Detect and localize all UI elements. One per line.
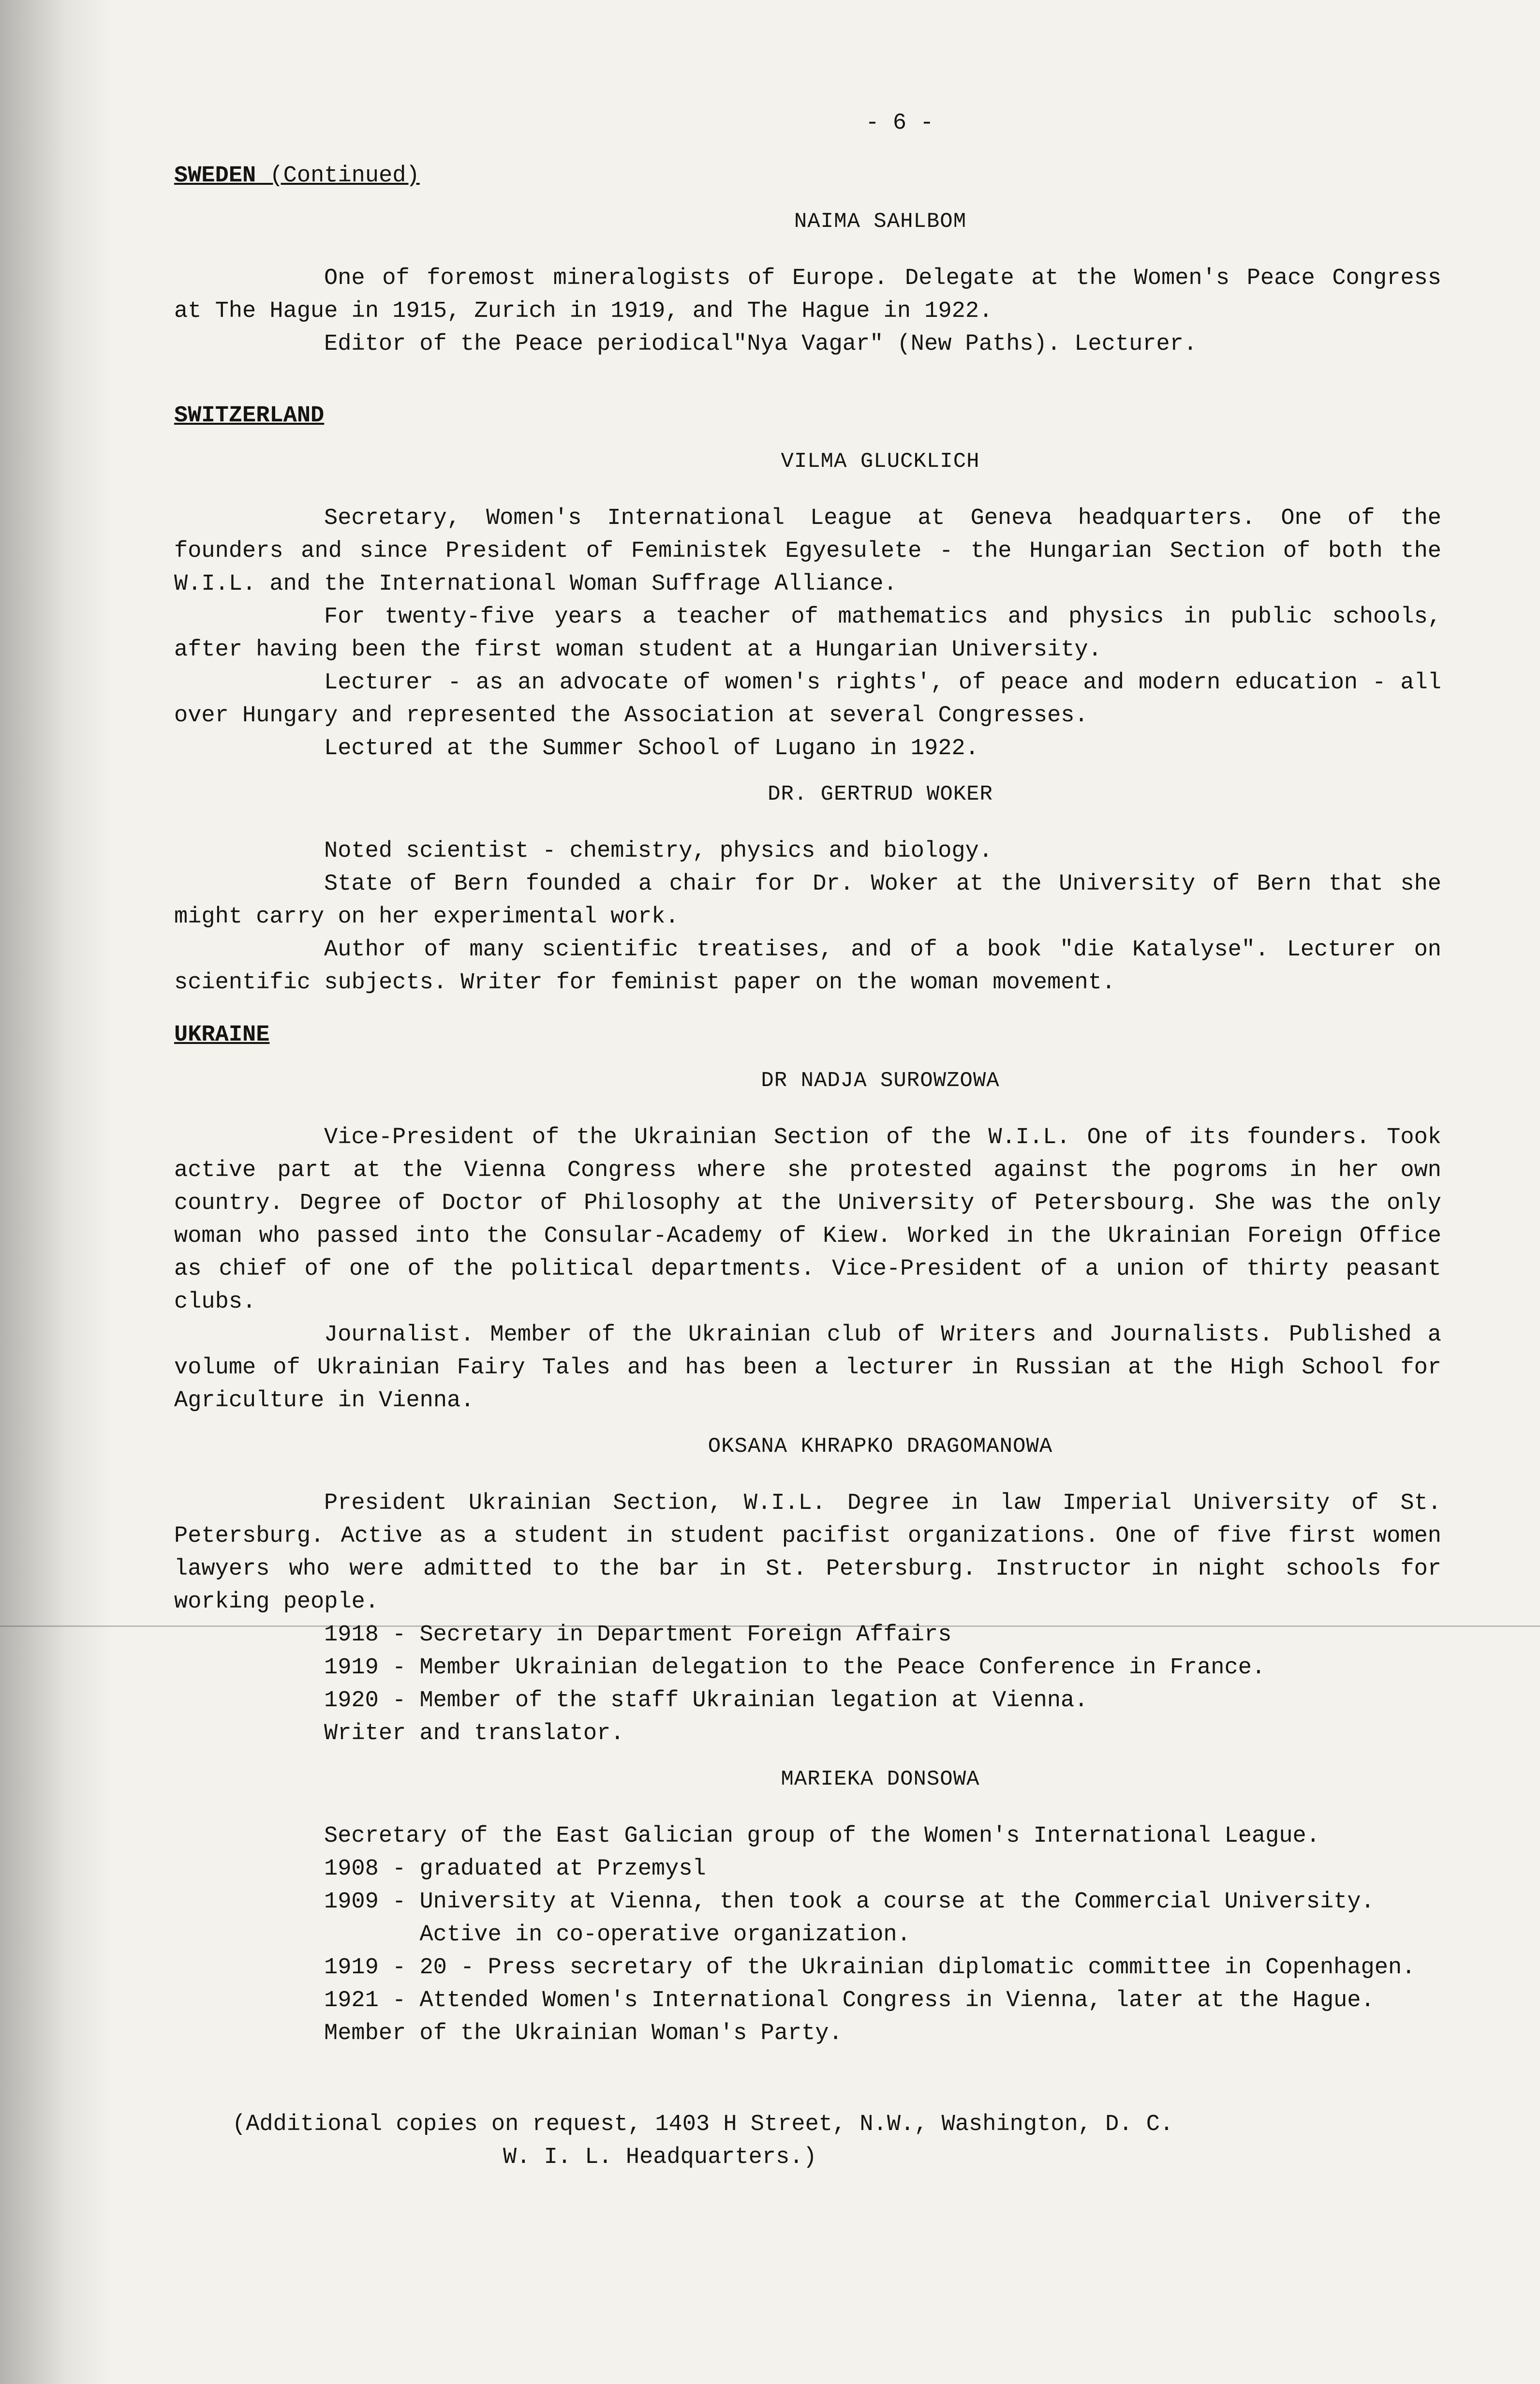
timeline-entry bbox=[324, 1652, 1441, 1684]
country-heading-sweden bbox=[174, 160, 1441, 193]
continued-label: (Continued) bbox=[269, 163, 420, 189]
bio-paragraph: Vice-President of the Ukrainian Section of the W.I.L. One of its founders. Took active part at the Vienna Congress where she protested against the pogroms in her own country. Degree of Doctor of Philosophy at the University of Petersbourg. She was the only woman who passed into the Consular-Academy of Kiew. Worked in the Ukrainian Foreign Office as chief of one of the political departments. Vice-President of a union of thirty peasant clubs. bbox=[174, 1125, 1441, 1315]
entry-text: Secretary of the East Galician group of the Women's International League. bbox=[324, 1823, 1320, 1849]
entry-year: 1908 - bbox=[324, 1856, 420, 1882]
timeline-entry bbox=[324, 1820, 1441, 1853]
bio-paragraph: For twenty-five years a teacher of mathematics and physics in public schools, after having been the first woman student at a Hungarian University. bbox=[174, 604, 1441, 663]
entry-text: Member of the staff Ukrainian legation at Vienna. bbox=[419, 1688, 1088, 1714]
footer-note bbox=[232, 2108, 1441, 2174]
entry-year: 1920 - bbox=[324, 1688, 420, 1714]
footer-line-1: (Additional copies on request, 1403 H Street, N.W., Washington, D. C. bbox=[232, 2112, 1174, 2137]
country-heading-switzerland: SWITZERLAND bbox=[174, 403, 325, 429]
timeline-entry bbox=[324, 1619, 1441, 1652]
entry-text: Member of the Ukrainian Woman's Party. bbox=[324, 2021, 843, 2046]
timeline-entry bbox=[324, 1717, 1441, 1750]
entry-year: 1918 - bbox=[324, 1622, 420, 1648]
entry-year: 1919 - bbox=[324, 1955, 420, 1981]
entry-text: graduated at Przemysl bbox=[419, 1856, 706, 1882]
timeline-entry bbox=[324, 2017, 1441, 2050]
bio-paragraph: Editor of the Peace periodical"Nya Vagar" (New Paths). Lecturer. bbox=[324, 331, 1198, 357]
document-page bbox=[174, 97, 1441, 2174]
timeline-entry bbox=[324, 1684, 1441, 1717]
entry-text: Attended Women's International Congress in Vienna, later at the Hague. bbox=[419, 1988, 1375, 2013]
bio-paragraph: Noted scientist - chemistry, physics and biology. bbox=[324, 838, 993, 864]
bio-paragraph: One of foremost mineralogists of Europe. Delegate at the Women's Peace Congress at The Hague in 1915, Zurich in 1919, and The Hague in 1922. bbox=[174, 266, 1441, 324]
entry-year: 1919 - bbox=[324, 1655, 420, 1681]
entry-text: Writer and translator. bbox=[324, 1721, 624, 1746]
footer-line-2: W. I. L. Headquarters.) bbox=[503, 2145, 817, 2170]
timeline-entry bbox=[324, 1853, 1441, 1886]
country-name: SWEDEN bbox=[174, 163, 256, 189]
bio-paragraph: Lectured at the Summer School of Lugano in 1922. bbox=[324, 736, 979, 761]
bio-paragraph: President Ukrainian Section, W.I.L. Degree in law Imperial University of St. Petersburg. Active as a student in student pacifist organizations. One of five first women lawyers who were admitted to the bar in St. Petersburg. Instructor in night schools for working people. bbox=[174, 1490, 1441, 1615]
person-name: NAIMA SAHLBOM bbox=[794, 209, 967, 234]
bio-paragraph: Author of many scientific treatises, and of a book "die Katalyse". Lecturer on scientific subjects. Writer for feminist paper on the woman movement. bbox=[174, 937, 1441, 996]
entry-text: Member Ukrainian delegation to the Peace Conference in France. bbox=[419, 1655, 1266, 1681]
person-name: DR NADJA SUROWZOWA bbox=[761, 1069, 1000, 1093]
timeline-list bbox=[324, 1820, 1441, 2050]
timeline-entry bbox=[324, 1886, 1441, 1952]
person-name: VILMA GLUCKLICH bbox=[781, 449, 980, 474]
bio-paragraph: Secretary, Women's International League at Geneva headquarters. One of the founders and since President of Feministek Egyesulete - the Hungarian Section of both the W.I.L. and the International Woman Suffrage Alliance. bbox=[174, 506, 1441, 597]
entry-text: 20 - Press secretary of the Ukrainian diplomatic committee in Copenhagen. bbox=[419, 1955, 1416, 1981]
timeline-entry bbox=[324, 1952, 1441, 1984]
entry-text: Secretary in Department Foreign Affairs bbox=[419, 1622, 952, 1648]
person-name: OKSANA KHRAPKO DRAGOMANOWA bbox=[708, 1434, 1053, 1459]
scan-shadow bbox=[0, 0, 111, 2384]
bio-paragraph: Lecturer - as an advocate of women's rights', of peace and modern education - all over Hungary and represented the Association at several Congresses. bbox=[174, 670, 1441, 729]
person-name: DR. GERTRUD WOKER bbox=[768, 782, 993, 806]
entry-year: 1921 - bbox=[324, 1988, 420, 2013]
entry-year: 1909 - bbox=[324, 1889, 420, 1915]
bio-paragraph: Journalist. Member of the Ukrainian club of Writers and Journalists. Published a volume of Ukrainian Fairy Tales and has been a lecturer in Russian at the High School for Agriculture in Vienna. bbox=[174, 1322, 1441, 1414]
page-number: - 6 - bbox=[865, 110, 934, 136]
bio-paragraph: State of Bern founded a chair for Dr. Woker at the University of Bern that she might carry on her experimental work. bbox=[174, 871, 1441, 930]
person-name: MARIEKA DONSOWA bbox=[781, 1767, 980, 1791]
entry-text: University at Vienna, then took a course at the Commercial University. Active in co-operative organization. bbox=[419, 1889, 1375, 1948]
timeline-list bbox=[324, 1619, 1441, 1750]
country-heading-ukraine: UKRAINE bbox=[174, 1022, 270, 1048]
timeline-entry bbox=[324, 1984, 1441, 2017]
